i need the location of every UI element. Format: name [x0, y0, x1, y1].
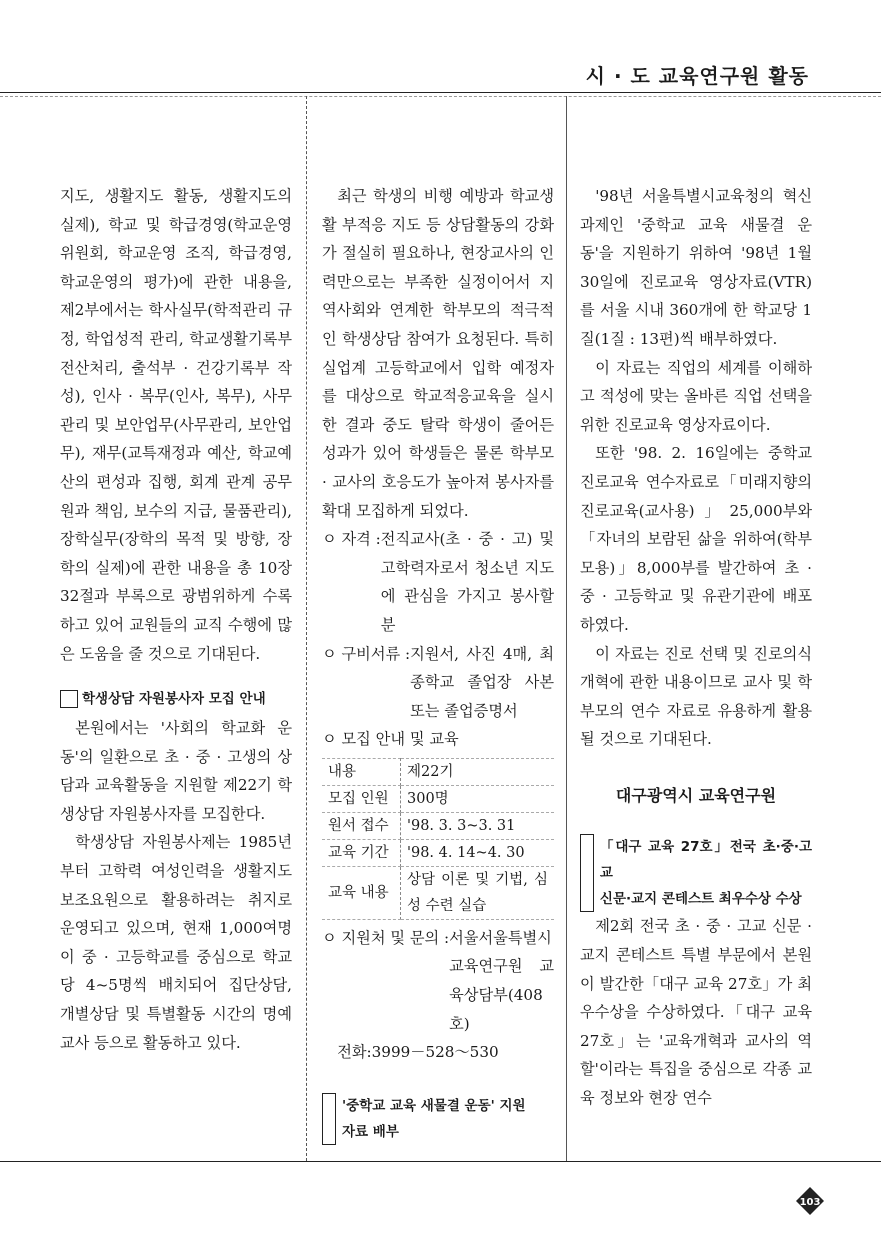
column-divider-right — [566, 96, 567, 1161]
paragraph: 이 자료는 진로 선택 및 진로의식 개혁에 관한 내용이므로 교사 및 학부모의 연수 자료로 유용하게 활용될 것으로 기대된다. — [580, 644, 812, 749]
heading-box-icon — [322, 1093, 336, 1145]
heading-line: 자료 배부 — [342, 1123, 399, 1140]
page-number-badge — [795, 1186, 825, 1216]
table-value: '98. 3. 3~3. 31 — [401, 812, 555, 839]
section-heading-contest — [580, 834, 812, 912]
table-row — [322, 812, 554, 839]
table-key: 교육 내용 — [322, 866, 401, 919]
list-item-qualification — [322, 525, 554, 639]
paragraph: 지도, 생활지도 활동, 생활지도의 실제), 학교 및 학급경영(학교운영위원회, 학교운영 조직, 학급경영, 학교운영의 평가)에 관한 내용을, 제2부에서는 학사실무(학적관리 규정, 학업성적 관리, 학교생활기록부 전산처리, 출석부 · 건강기록부 작성), 인사 · 복무(인사, 복무), 사무관리 및 보안업무(사무관리, 보안업무), 재무(교특재정과 예산, 학교예산의 편성과 집행, 회계 관계 공무원과 책임, 보수의 지급, 물품관리), 장학실무(장학의 목적 및 방향, 장학의 실제)에 관한 내용을 총 10장 32절과 부록으로 광범위하게 수록하고 있어 교원들의 교직 수행에 많은 도움을 줄 것으로 기대된다. — [60, 187, 292, 663]
paragraph: 학생상담 자원봉사제는 1985년부터 고학력 여성인력을 생활지도 보조요원으로 활용하려는 취지로 운영되고 있으며, 현재 1,000여명이 중 · 고등학교를 중심으로 학교당 4~5명씩 배치되어 집단상담, 개별상담 및 특별활동 시간의 명예교사 등으로 활동하고 있다. — [60, 833, 292, 1052]
column-divider-left — [306, 96, 307, 1161]
list-body: 지원서, 사진 4매, 최종학교 졸업장 사본 또는 졸업증명서 — [410, 644, 554, 720]
table-key: 모집 인원 — [322, 785, 401, 812]
table-row — [322, 866, 554, 919]
recruit-info-table — [322, 758, 554, 920]
table-value: 상담 이론 및 기법, 심성 수련 실습 — [401, 866, 555, 919]
paragraph: '98년 서울특별시교육청의 혁신 과제인 '중학교 교육 새물결 운동'을 지원하기 위하여 '98년 1월 30일에 진로교육 영상자료(VTR)를 서울 시내 360개에 한 학교당 1질(1질 : 13편)씩 배부하였다. — [580, 187, 812, 348]
page-number: 103 — [799, 1197, 821, 1208]
heading-text: 학생상담 자원봉사자 모집 안내 — [82, 691, 266, 708]
section-header-title: 시 · 도 교육연구원 활동 — [585, 64, 809, 88]
section-heading-volunteer — [60, 686, 292, 712]
contact-phone: 전화:3999－528～530 — [337, 1043, 499, 1062]
heading-line: 「대구 교육 27호」전국 초·중·고교 — [599, 839, 812, 882]
heading-box-icon — [580, 834, 594, 912]
heading-line: '중학교 교육 새물결 운동' 지원 — [342, 1097, 526, 1114]
paragraph: 최근 학생의 비행 예방과 학교생활 부적응 지도 등 상담활동의 강화가 절실히 필요하나, 현장교사의 인력만으로는 부족한 실정이어서 지역사회와 연계한 학부모의 적극적인 학생상담 참여가 요청된다. 특히 실업계 고등학교에서 입학 예정자를 대상으로 학교적응교육을 실시한 결과 중도 탈락 학생이 줄어든 성과가 있어 학생들은 물론 학부모 · 교사의 호응도가 높아져 봉사자를 확대 모집하게 되었다. — [322, 187, 554, 520]
paragraph: 본원에서는 '사회의 학교화 운동'의 일환으로 초 · 중 · 고생의 상담과 교육활동을 지원할 제22기 학생상담 자원봉사자를 모집한다. — [60, 719, 292, 823]
column-2 — [322, 182, 554, 1145]
column-1 — [60, 182, 292, 1057]
header-rule-dashed — [0, 96, 881, 97]
paragraph: 제2회 전국 초 · 중 · 고교 신문 · 교지 콘테스트 특별 부문에서 본원이 발간한「대구 교육 27호」가 최우수상을 수상하였다.「대구 교육 27호」는 '교육개혁과 교사의 역할'이라는 특집을 중심으로 각종 교육 정보와 현장 연수 — [580, 917, 812, 1108]
table-key: 교육 기간 — [322, 839, 401, 866]
table-row — [322, 758, 554, 785]
list-item-contact — [322, 924, 554, 1038]
table-value: 300명 — [401, 785, 555, 812]
table-row — [322, 839, 554, 866]
heading-text-block — [600, 834, 812, 912]
header-rule — [0, 92, 881, 93]
table-key: 내용 — [322, 758, 401, 785]
list-label: ㅇ 지원처 및 문의 : — [322, 928, 450, 947]
list-item-documents — [322, 640, 554, 726]
list-label: ㅇ 자격 : — [322, 530, 381, 549]
table-key: 원서 접수 — [322, 812, 401, 839]
paragraph: 또한 '98. 2. 16일에는 중학교 진로교육 연수자료로「미래지향의 진로교육(교사용)」25,000부와「자녀의 보람된 삶을 위하여(학부모용)」8,000부를 발간하여 초 · 중 · 고등학교 및 유관기관에 배포하였다. — [580, 444, 812, 634]
list-body: 전직교사(초 · 중 · 고) 및 고학력자로서 청소년 지도에 관심을 가지고 봉사할 분 — [380, 530, 554, 634]
list-item-recruit: ㅇ 모집 안내 및 교육 — [322, 730, 459, 749]
heading-line: 신문·교지 콘테스트 최우수상 수상 — [599, 891, 802, 908]
table-value: 제22기 — [401, 758, 555, 785]
heading-text-block — [342, 1093, 526, 1145]
section-title-daegu: 대구광역시 교육연구원 — [615, 785, 777, 805]
footer-rule — [0, 1161, 881, 1162]
table-value: '98. 4. 14~4. 30 — [401, 839, 555, 866]
list-body: 서울서울특별시교육연구원 교육상담부(408호) — [449, 928, 554, 1033]
column-3 — [580, 182, 812, 1113]
table-row — [322, 785, 554, 812]
list-label: ㅇ 구비서류 : — [322, 644, 411, 663]
paragraph: 이 자료는 직업의 세계를 이해하고 적성에 맞는 올바른 직업 선택을 위한 진로교육 영상자료이다. — [580, 358, 812, 434]
heading-box-icon — [60, 690, 78, 708]
section-heading-new-wave — [322, 1093, 554, 1145]
